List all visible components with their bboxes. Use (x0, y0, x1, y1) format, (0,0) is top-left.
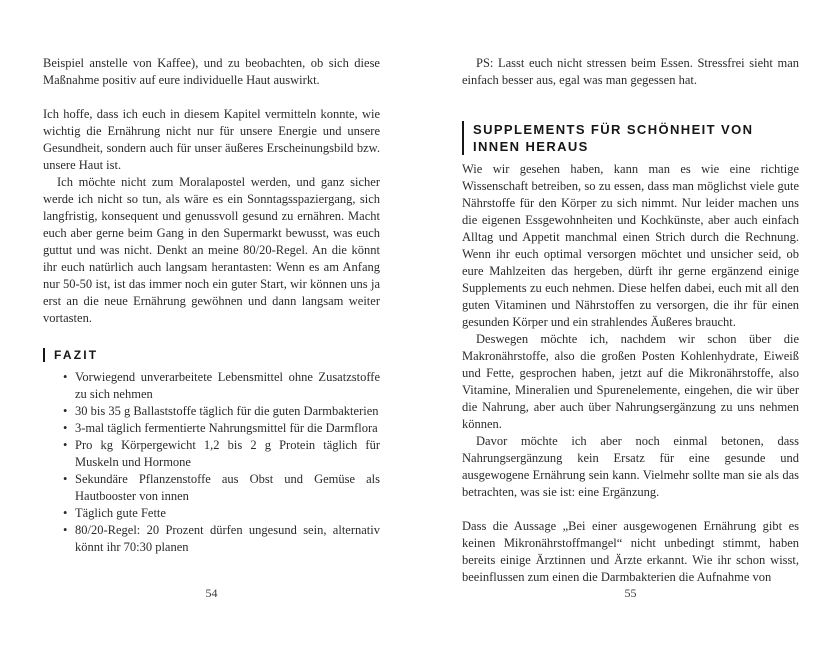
supplements-heading (462, 121, 773, 155)
bullet-marker: • (63, 506, 68, 520)
page-right (462, 55, 799, 586)
list-item-text: Vorwiegend unverarbeitete Lebensmittel ohne Zusatzstoffe zu sich nehmen (75, 370, 380, 401)
paragraph: Beispiel anstelle von Kaffee), und zu beobachten, ob sich diese Maßnahme positiv auf eure individuelle Haut auswirkt. (43, 56, 380, 87)
paragraph: Wie wir gesehen haben, kann man es wie eine richtige Wissenschaft betreiben, so zu essen, dass man möglichst viele gute Nährstoffe für den Körper zu sich nimmt. Nur leider machen uns die eigenen Essgewohnheiten und Kochkünste, aber auch einfach Alltag und Appetit manchmal einen Strich durch die Rechnung. Wenn ihr euch optimal versorgen möchtet und unsicher seid, ob eure Mahlzeiten das hergeben, dürft ihr gerne ergänzend einige Supplements zu euch nehmen. Diese helfen dabei, euch mit all den guten Vitaminen und Nährstoffen zu versorgen, die ihr für einen gesunden Körper und ein strahlendes Äußeres braucht. (462, 162, 799, 329)
fazit-list (43, 369, 380, 556)
list-item (43, 437, 380, 471)
list-item (43, 420, 380, 437)
list-item (43, 369, 380, 403)
bullet-marker: • (63, 438, 68, 452)
paragraph: Dass die Aussage „Bei einer ausgewogenen Ernährung gibt es keinen Mikronährstoffmangel“ nicht unbedingt stimmt, haben bereits einige Ärztinnen und Ärzte erkannt. Wie ihr schon wisst, beeinflussen zum einen die Darmbakterien die Aufnahme von (462, 519, 799, 584)
bullet-marker: • (63, 472, 68, 486)
bullet-marker: • (63, 370, 68, 384)
page-left (43, 55, 380, 556)
list-item-text: 30 bis 35 g Ballaststoffe täglich für die guten Darmbakterien (75, 404, 379, 418)
bullet-marker: • (63, 523, 68, 537)
paragraph: Davor möchte ich aber noch einmal betonen, dass Nahrungsergänzung kein Ersatz für eine gesunde und ausgewogene Ernährung sein kann. Vielmehr sollte man sie als das betrachten, was sie ist: eine Ergänzung. (462, 434, 799, 499)
fazit-heading-label: FAZIT (54, 348, 99, 362)
bullet-marker: • (63, 421, 68, 435)
list-item-text: Täglich gute Fette (75, 506, 166, 520)
list-item-text: Pro kg Körpergewicht 1,2 bis 2 g Protein täglich für Muskeln und Hormone (75, 438, 380, 469)
paragraph: PS: Lasst euch nicht stressen beim Essen. Stressfrei sieht man einfach besser aus, egal was man gegessen hat. (462, 56, 799, 87)
fazit-heading (43, 348, 380, 362)
paragraph: Ich hoffe, dass ich euch in diesem Kapitel vermitteln konnte, wie wichtig die Ernährung nicht nur für unsere Energie und unsere Gesundheit, sondern auch für unser äußeres Erscheinungsbild bzw. unsere Haut ist. (43, 107, 380, 172)
list-item-text: 3-mal täglich fermentierte Nahrungsmittel für die Darmflora (75, 421, 378, 435)
page-number-left: 54 (205, 586, 218, 600)
page-number-right: 55 (624, 586, 637, 600)
list-item-text: 80/20-Regel: 20 Prozent dürfen ungesund sein, alternativ könnt ihr 70:30 planen (75, 523, 380, 554)
paragraph: Deswegen möchte ich, nachdem wir schon über die Makronährstoffe, also die großen Posten Kohlenhydrate, Eiweiß und Fette, gesprochen haben, jetzt auf die Mikronährstoffe, also Vitamine, Mineralien und Spurenelemente, eingehen, die wir über die Nahrung, aber auch über Nahrungsergänzung zu uns nehmen können. (462, 332, 799, 431)
bullet-marker: • (63, 404, 68, 418)
list-item (43, 471, 380, 505)
list-item-text: Sekundäre Pflanzenstoffe aus Obst und Gemüse als Hautbooster von innen (75, 472, 380, 503)
paragraph: Ich möchte nicht zum Moralapostel werden, und ganz sicher werde ich nicht so tun, als wäre es ein Sonntagsspaziergang, sich langfristig, konsequent und genussvoll gesund zu ernähren. Macht euch aber gerne beim Gang in den Supermarkt bewusst, was euch guttut und was nicht. Denkt an meine 80/20-Regel. An die könnt ihr euch natürlich auch langsam herantasten: Wenn es am Anfang nur 50-50 ist, ist das immer noch ein guter Start, wir können uns ja erst an die neue Ernährung gewöhnen und dann langsam weiter vortasten. (43, 175, 380, 325)
list-item (43, 505, 380, 522)
list-item (43, 403, 380, 420)
supplements-heading-label: SUPPLEMENTS FÜR SCHÖNHEIT VON INNEN HERAUS (473, 122, 754, 154)
list-item (43, 522, 380, 556)
